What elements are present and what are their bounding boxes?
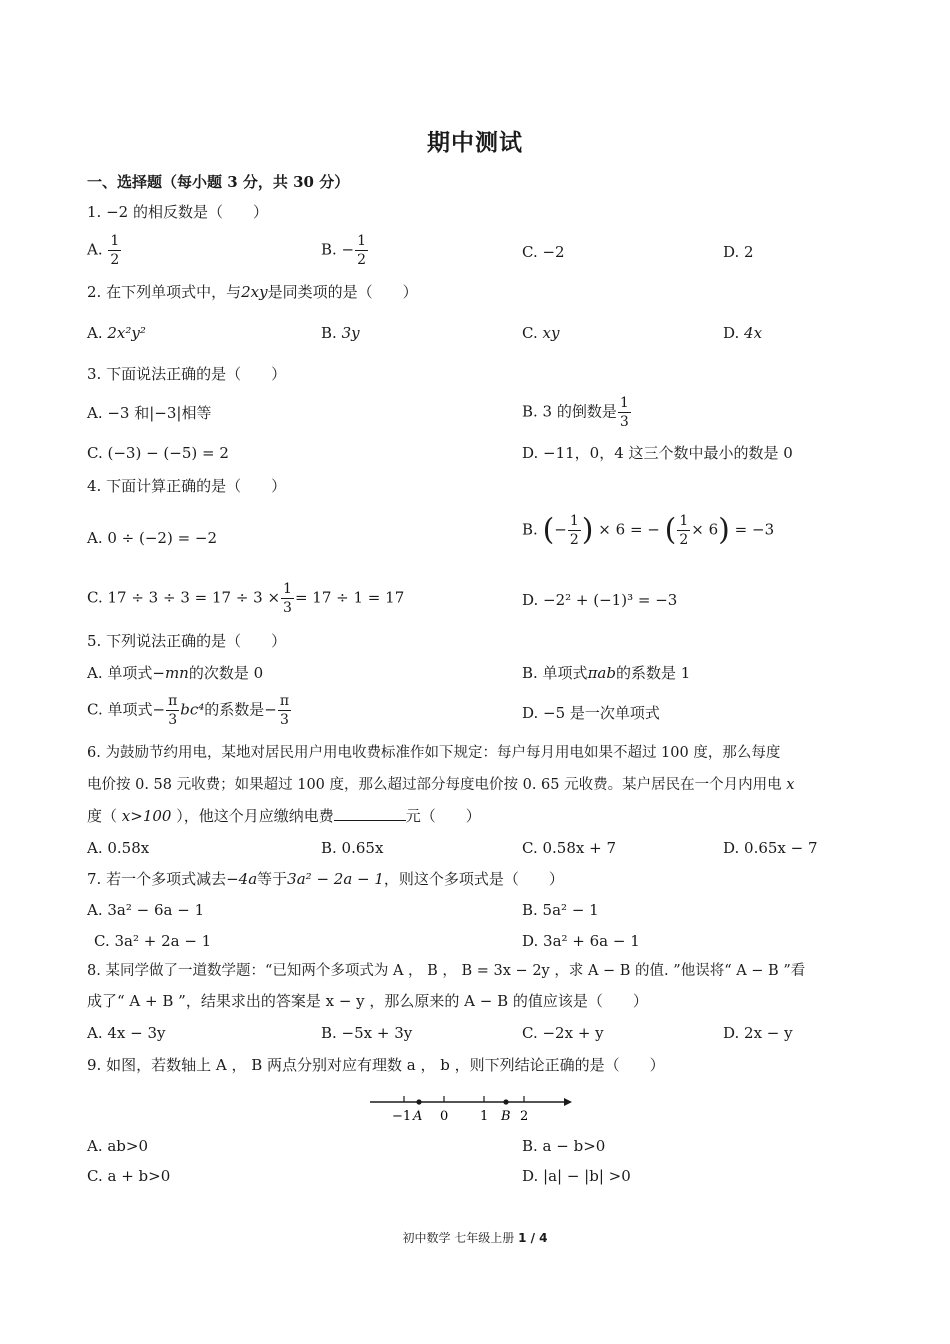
fraction: $\frac{\pi}{3}$ [168,693,178,728]
q5-option-b: B. 单项式πab的系数是 1 [522,664,691,682]
q9-option-a: A. ab>0 [87,1137,149,1155]
label-2: 2 [520,1109,529,1124]
label-a: A [413,1109,423,1124]
q2-option-c: C. xy [522,324,560,342]
q2-option-a: A. 2x²y² [87,324,146,342]
arrow-head-icon [564,1098,572,1106]
q2-option-d: D. 4x [723,324,763,342]
q5-option-d: D. −5 是一次单项式 [522,704,660,722]
fraction: $\frac{1}{2}$ [110,233,120,268]
q8-option-a: A. 4x − 3y [87,1024,166,1042]
answer-blank [334,806,406,821]
q5-option-a: A. 单项式−mn的次数是 0 [87,664,264,682]
fraction: $\frac{\pi}{3}$ [279,693,290,728]
label-minus-1: −1 [392,1109,412,1124]
q1-option-a: A. $\frac{1}{2}$ [87,233,120,268]
q1-option-b: B. − $\frac{1}{2}$ [321,233,367,268]
q4-option-c: C. 17 ÷ 3 ÷ 3 = 17 ÷ 3 × $\frac{1}{3}$ = 17 ÷ 1 = 17 [87,581,405,616]
section-heading: 一、选择题（每小题 3 分，共 30 分） [87,173,350,191]
q9-option-d: D. |a| − |b| >0 [522,1167,631,1185]
q7-option-d: D. 3a² + 6a − 1 [522,932,640,950]
q8-option-b: B. −5x + 3y [321,1024,413,1042]
q7-option-c: C. 3a² + 2a − 1 [94,932,212,950]
q3-option-c: C. (−3) − (−5) = 2 [87,444,229,462]
q8-option-c: C. −2x + y [522,1024,604,1042]
question-1-stem: 1. −2 的相反数是（ ） [87,203,268,221]
q4-option-b: B. (− $\frac{1}{2}$ ) × 6 = − ( $\frac{1}{2}$ × 6) = −3 [522,512,775,548]
q3-option-a: A. −3 和|−3|相等 [87,404,212,422]
number-line-figure [360,1088,580,1128]
label-b: B [501,1109,511,1124]
question-9-stem: 9. 如图，若数轴上 A ， B 两点分别对应有理数 a ， b ，则下列结论正确的是（ ） [87,1056,665,1074]
q6-option-c: C. 0.58x + 7 [522,839,616,857]
q6-option-d: D. 0.65x − 7 [723,839,818,857]
q1-option-c: C. −2 [522,243,565,261]
fraction: $\frac{1}{2}$ [357,233,367,268]
question-6-line-2: 电价按 0. 58 元收费；如果超过 100 度，那么超过部分每度电价按 0. 65 元收费。某户居民在一个月内用电 x [87,777,795,793]
fraction: $\frac{1}{3}$ [619,395,629,430]
label-1: 1 [480,1109,489,1124]
q9-option-c: C. a + b>0 [87,1167,171,1185]
fraction: $\frac{1}{2}$ [569,513,579,548]
q6-option-b: B. 0.65x [321,839,384,857]
question-5-stem: 5. 下列说法正确的是（ ） [87,632,287,650]
point-b [503,1099,508,1104]
point-a [416,1099,421,1104]
label-0: 0 [440,1109,449,1124]
q2-option-b: B. 3y [321,324,360,342]
q3-option-b: B. 3 的倒数是 $\frac{1}{3}$ [522,395,629,430]
question-6-line-3: 度（ x>100 ），他这个月应缴纳电费 元（ ） [87,807,481,825]
page-title: 期中测试 [427,129,523,156]
question-8-line-1: 8. 某同学做了一道数学题：“已知两个多项式为 A ， B ， B = 3x − 2y ，求 A − B 的值. ”他误将“ A − B ”看 [87,963,806,979]
question-7-stem: 7. 若一个多项式减去−4a等于3a² − 2a − 1，则这个多项式是（ ） [87,870,564,888]
q4-option-d: D. −2² + (−1)³ = −3 [522,591,678,609]
q6-option-a: A. 0.58x [87,839,150,857]
q7-option-b: B. 5a² − 1 [522,901,599,919]
page-footer: 初中数学 七年级上册 1 / 4 [402,1231,548,1245]
q1-option-d: D. 2 [723,243,754,261]
question-3-stem: 3. 下面说法正确的是（ ） [87,365,287,383]
question-4-stem: 4. 下面计算正确的是（ ） [87,477,287,495]
page-number: 1 / 4 [518,1231,548,1245]
question-6-line-1: 6. 为鼓励节约用电，某地对居民用户用电收费标准作如下规定：每户每月用电如果不超过 100 度，那么每度 [87,745,781,761]
q5-option-c: C. 单项式− $\frac{\pi}{3}$ bc⁴的系数是− $\frac{\pi}{3}$ [87,693,290,728]
q8-option-d: D. 2x − y [723,1024,793,1042]
q9-option-b: B. a − b>0 [522,1137,606,1155]
q4-option-a: A. 0 ÷ (−2) = −2 [87,529,218,547]
question-2-stem: 2. 在下列单项式中，与2xy是同类项的是（ ） [87,283,418,301]
question-8-line-2: 成了“ A + B ”，结果求出的答案是 x − y ，那么原来的 A − B 的值应该是（ ） [87,992,648,1010]
q7-option-a: A. 3a² − 6a − 1 [87,901,205,919]
fraction: $\frac{1}{2}$ [679,513,689,548]
q3-option-d: D. −11，0，4 这三个数中最小的数是 0 [522,444,793,462]
fraction: $\frac{1}{3}$ [283,581,292,616]
